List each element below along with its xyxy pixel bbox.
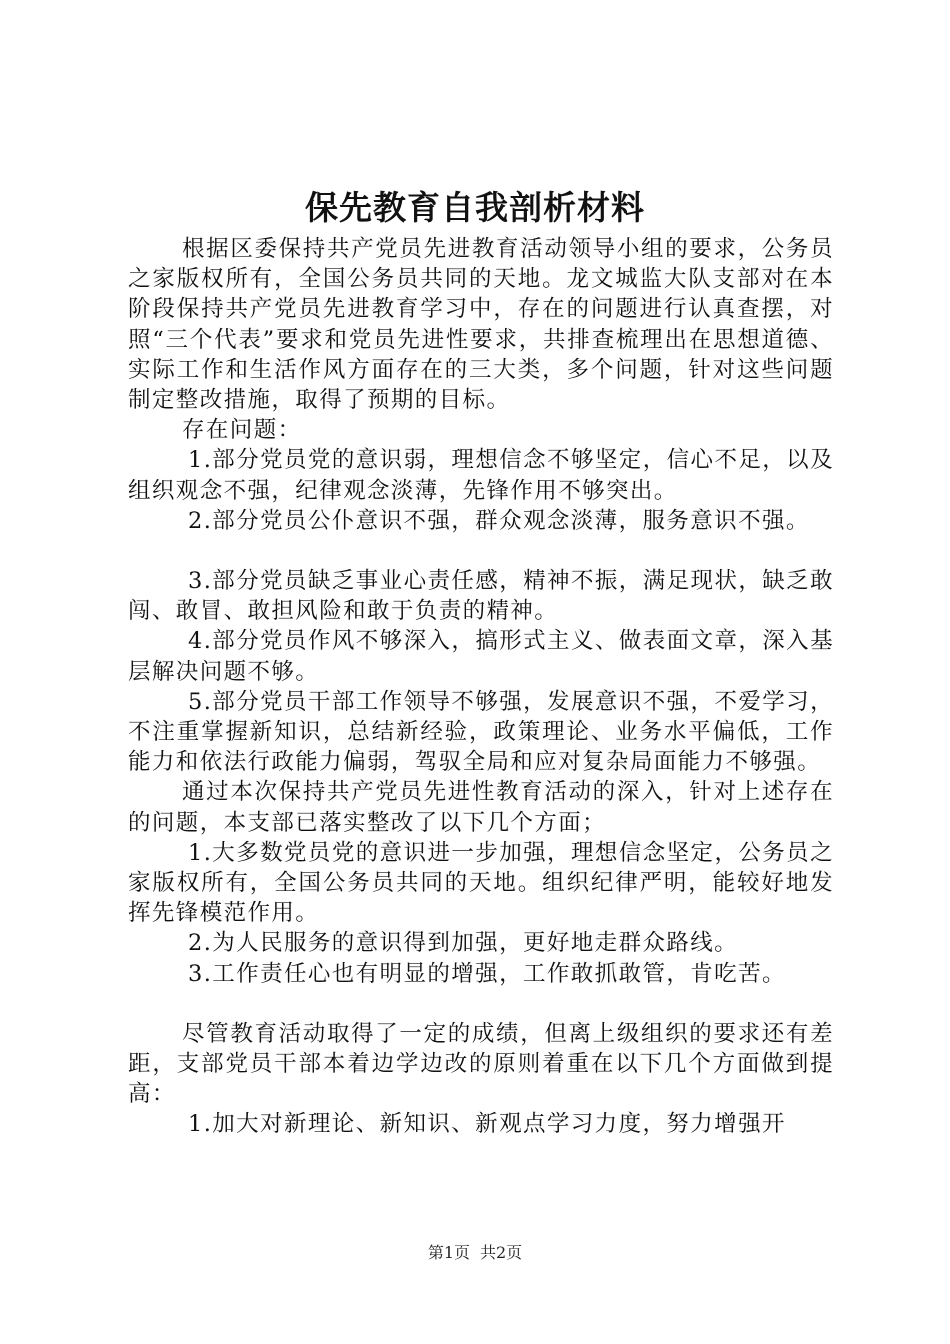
page-number: 第1页 xyxy=(427,1243,470,1262)
improvement-paragraph: 尽管教育活动取得了一定的成绩，但离上级组织的要求还有差距，支部党员干部本着边学边改的原则着重在以下几个方面做到提高： xyxy=(128,1020,834,1108)
improvement-item-1: 1.加大对新理论、新知识、新观点学习力度，努力增强开 xyxy=(188,1111,786,1138)
rectification-item-1: 1.大多数党员党的意识进一步加强，理想信念坚定，公务员之家版权所有，全国公务员共同的天地。组织纪律严明，能较好地发挥先锋模范作用。 xyxy=(128,839,834,927)
problems-heading: 存在问题： xyxy=(182,417,302,444)
problem-item-1: 1.部分党员党的意识弱，理想信念不够坚定，信心不足，以及组织观念不强，纪律观念淡薄，先锋作用不够突出。 xyxy=(128,447,834,504)
intro-paragraph: 根据区委保持共产党员先进教育活动领导小组的要求，公务员之家版权所有，全国公务员共同的天地。龙文城监大队支部对在本阶段保持共产党员先进教育学习中，存在的问题进行认真查摆，对照“三个代表”要求和党员先进性要求，共排查梳理出在思想道德、实际工作和生活作风方面存在的三大类，多个问题，针对这些问题制定整改措施，取得了预期的目标。 xyxy=(128,236,834,414)
document-body xyxy=(128,234,834,1140)
rectification-paragraph: 通过本次保持共产党员先进性教育活动的深入，针对上述存在的问题，本支部已落实整改了以下几个方面； xyxy=(128,779,834,836)
problem-item-5: 5.部分党员干部工作领导不够强，发展意识不强，不爱学习，不注重掌握新知识，总结新经验，政策理论、业务水平偏低，工作能力和依法行政能力偏弱，驾驭全局和应对复杂局面能力不够强。 xyxy=(128,688,834,776)
document-title: 保先教育自我剖析材料 xyxy=(305,188,645,227)
page-total: 共2页 xyxy=(480,1243,523,1262)
spacer xyxy=(128,536,834,566)
page-footer xyxy=(0,1243,950,1263)
problem-item-4: 4.部分党员作风不够深入，搞形式主义、做表面文章，深入基层解决问题不够。 xyxy=(128,628,834,685)
rectification-item-3: 3.工作责任心也有明显的增强，工作敢抓敢管，肯吃苦。 xyxy=(188,960,786,987)
spacer xyxy=(128,989,834,1019)
problem-item-2: 2.部分党员公仆意识不强，群众观念淡薄，服务意识不强。 xyxy=(188,507,810,534)
problem-item-3: 3.部分党员缺乏事业心责任感，精神不振，满足现状，缺乏敢闯、敢冒、敢担风险和敢于负责的精神。 xyxy=(128,568,834,625)
rectification-item-2: 2.为人民服务的意识得到加强，更好地走群众路线。 xyxy=(188,930,739,957)
